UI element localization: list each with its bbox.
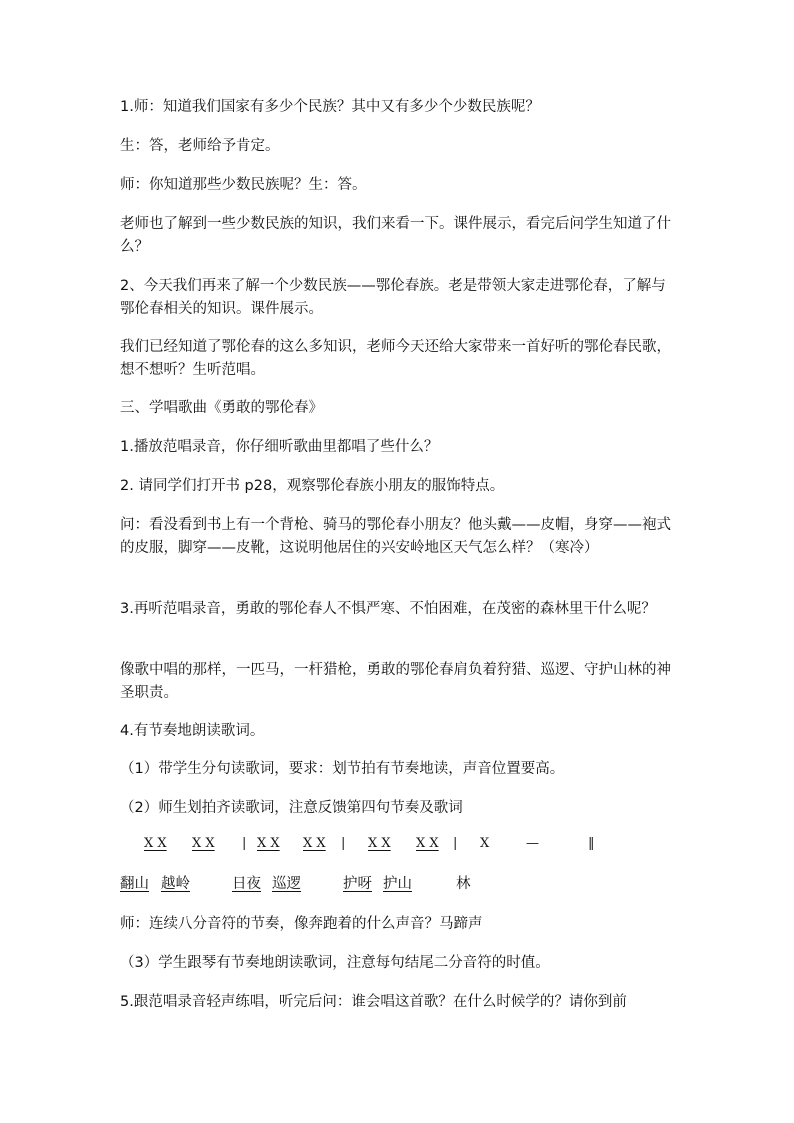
rhythm-beat: X X (416, 836, 439, 851)
lyric-word: 林 (456, 876, 471, 892)
lyric-word: 越岭 (161, 876, 190, 892)
paragraph-14: （2）师生划拍齐读歌词，注意反馈第四句节奏及歌词 (120, 800, 463, 816)
lyric-word: 巡逻 (272, 876, 301, 892)
paragraph-7: 1.播放范唱录音，你仔细听歌曲里都唱了些什么？ (120, 439, 439, 455)
paragraph-2: 生：答，老师给予肯定。 (120, 138, 280, 154)
paragraph-5: 2、今天我们再来了解一个少数民族——鄂伦春族。老是带领大家走进鄂伦春，了解与鄂伦春相关的知识。课件展示。 (120, 278, 666, 317)
lyric-word: 日夜 (232, 876, 261, 892)
paragraph-6: 我们已经知道了鄂伦春的这么多知识，老师今天还给大家带来一首好听的鄂伦春民歌，想不想听？生听范唱。 (120, 339, 671, 378)
rhythm-beat: X X (368, 836, 391, 851)
paragraph-12: 4.有节奏地朗读歌词。 (120, 723, 265, 739)
lyrics-line (120, 872, 680, 896)
paragraph-9: 问：看没看到书上有一个背枪、骑马的鄂伦春小朋友？他头戴——皮帽，身穿——袍式的皮服，脚穿——皮靴，这说明他居住的兴安岭地区天气怎么样？（寒冷） (120, 517, 671, 556)
rhythm-beat: X X (303, 836, 326, 851)
lyric-word: 护呀 (343, 876, 372, 892)
bar-line: | (453, 836, 458, 851)
paragraph-15: 师：连续八分音符的节奏，像奔跑着的什么声音？马蹄声 (120, 916, 483, 932)
paragraph-17: 5.跟范唱录音轻声练唱，听完后问：谁会唱这首歌？在什么时候学的？请你到前 (120, 994, 627, 1010)
rhythm-beat: X X (257, 836, 280, 851)
paragraph-8: 2. 请同学们打开书 p28，观察鄂伦春族小朋友的服饰特点。 (120, 478, 505, 494)
rhythm-beat: X X (144, 836, 167, 851)
bar-line: | (341, 836, 346, 851)
paragraph-1: 1.师：知道我们国家有多少个民族？其中又有多少个少数民族呢？ (120, 99, 540, 115)
paragraph-11: 像歌中唱的那样，一匹马，一杆猎枪，勇敢的鄂伦春肩负着狩猎、巡逻、守护山林的神圣职责。 (120, 662, 671, 701)
paragraph-16: （3）学生跟琴有节奏地朗读歌词，注意每句结尾二分音符的时值。 (120, 955, 550, 971)
paragraph-4: 老师也了解到一些少数民族的知识，我们来看一下。课件展示，看完后问学生知道了什么？ (120, 216, 671, 255)
paragraph-3: 师：你知道那些少数民族呢？生：答。 (120, 177, 367, 193)
rhythm-beat: X X (192, 836, 215, 851)
paragraph-10: 3.再听范唱录音，勇敢的鄂伦春人不惧严寒、不怕困难，在茂密的森林里干什么呢？ (120, 601, 656, 617)
lyric-word: 护山 (383, 876, 412, 892)
rhythm-beat: X (480, 836, 490, 851)
final-bar-line: ‖ (588, 836, 595, 851)
dash: — (526, 836, 539, 851)
section-heading: 三、学唱歌曲《勇敢的鄂伦春》 (120, 400, 323, 416)
paragraph-13: （1）带学生分句读歌词，要求：划节拍有节奏地读，声音位置要高。 (120, 761, 565, 777)
rhythm-notation (120, 834, 680, 858)
lyric-word: 翻山 (120, 876, 149, 892)
bar-line: | (242, 836, 247, 851)
